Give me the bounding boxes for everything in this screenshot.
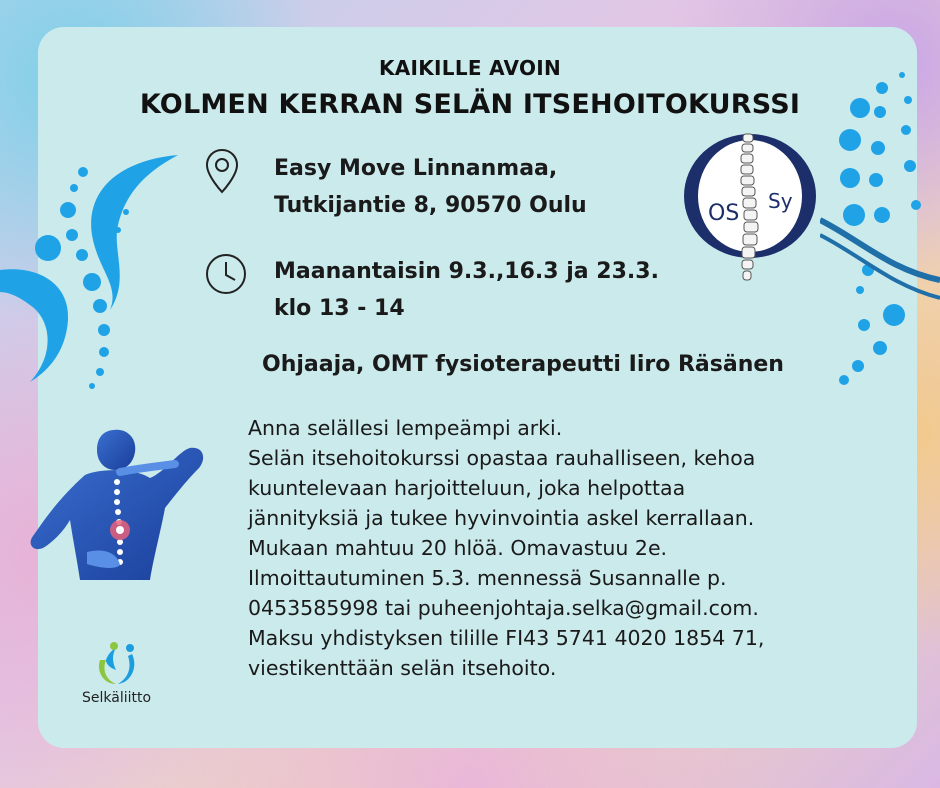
selkaliitto-logo-icon <box>92 640 142 686</box>
location-pin-icon <box>205 148 239 194</box>
location-line2: Tutkijantie 8, 90570 Oulu <box>274 193 587 218</box>
description-line: viestikenttään selän itsehoito. <box>248 656 557 680</box>
instructor-text: Ohjaaja, OMT fysioterapeutti Iiro Räsänen <box>262 352 784 377</box>
schedule-info <box>274 253 659 327</box>
description-text <box>248 413 888 683</box>
description-line: kuuntelevaan harjoitteluun, joka helpottaa <box>248 476 686 500</box>
kicker-text: KAIKILLE AVOIN <box>378 56 562 80</box>
description-line: Selän itsehoitokurssi opastaa rauhalliseen, kehoa <box>248 446 756 470</box>
oss-logo <box>680 128 820 284</box>
description-line: 0453585998 tai puheenjohtaja.selka@gmail.com. <box>248 596 759 620</box>
location-line1: Easy Move Linnanmaa, <box>274 156 558 181</box>
decorative-swoosh-left <box>0 120 190 390</box>
description-line: Anna selällesi lempeämpi arki. <box>248 416 563 440</box>
clock-icon <box>205 253 247 295</box>
oss-logo-right: Sy <box>768 189 793 213</box>
description-line: jännityksiä ja tukee hyvinvointia askel kerrallaan. <box>248 506 755 530</box>
schedule-line2: klo 13 - 14 <box>274 296 405 321</box>
description-line: Ilmoittautuminen 5.3. mennessä Susannalle p. <box>248 566 727 590</box>
description-line: Maksu yhdistyksen tilille FI43 5741 4020 1854 71, <box>248 626 765 650</box>
oss-logo-left: OS <box>708 201 740 226</box>
description-line: Mukaan mahtuu 20 hlöä. Omavastuu 2e. <box>248 536 668 560</box>
location-info <box>274 150 587 224</box>
page-title: KOLMEN KERRAN SELÄN ITSEHOITOKURSSI <box>139 89 801 120</box>
schedule-line1: Maanantaisin 9.3.,16.3 ja 23.3. <box>274 259 659 284</box>
selkaliitto-logo-text: Selkäliitto <box>82 690 152 706</box>
back-pain-figure-icon <box>25 420 210 590</box>
